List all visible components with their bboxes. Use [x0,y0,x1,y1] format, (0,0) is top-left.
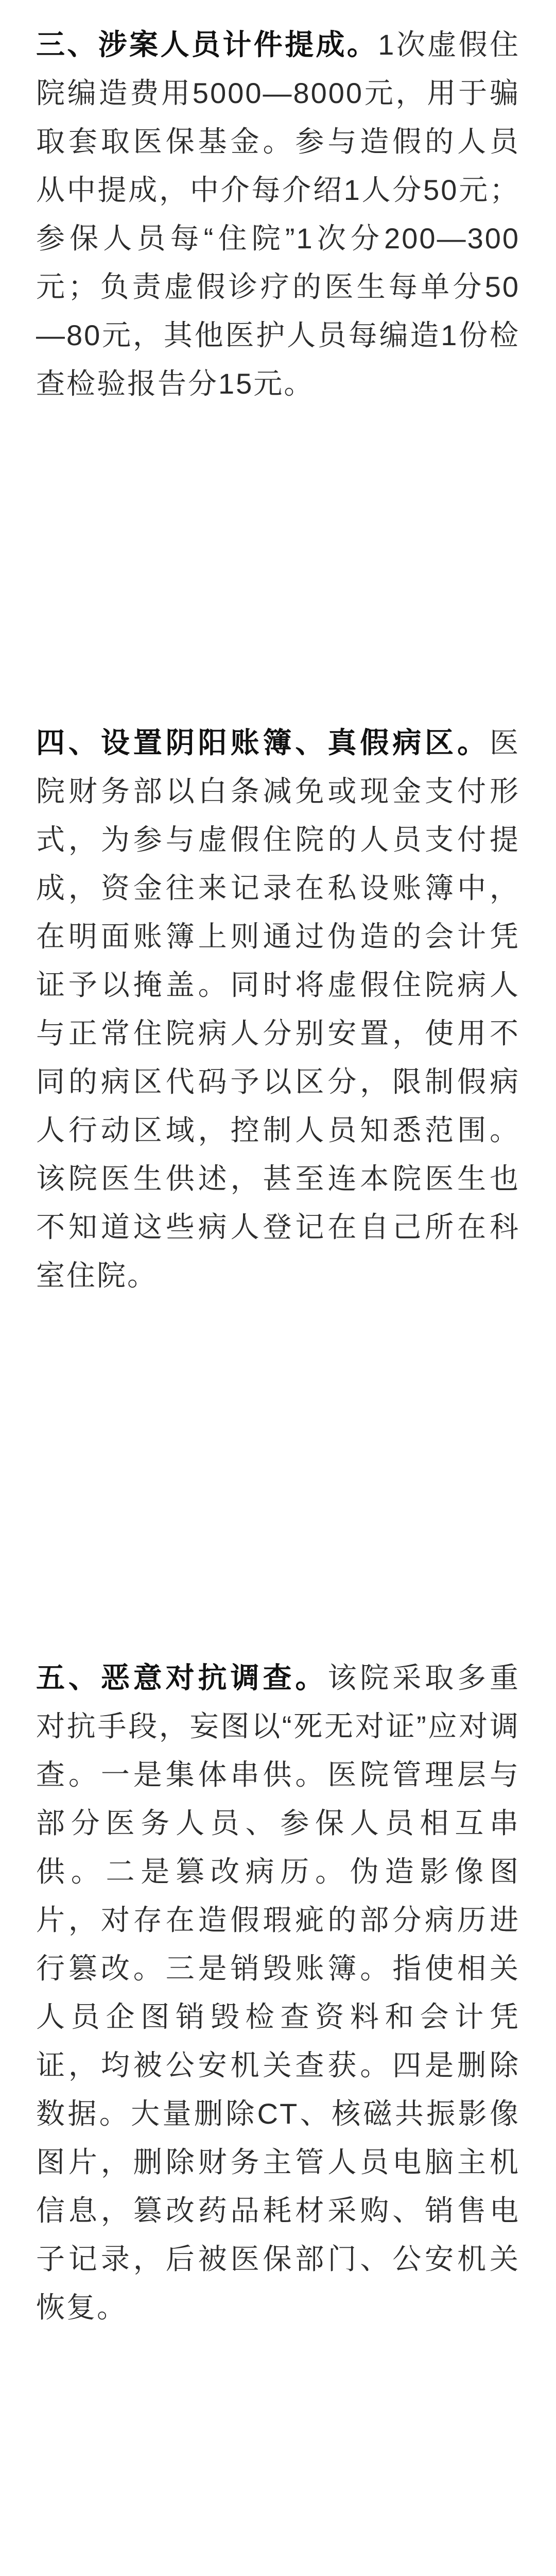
section-5-paragraph [36,1654,520,2332]
section-4-heading: 四、设置阴阳账簿、真假病区。 [36,726,490,759]
section-3 [36,21,520,408]
section-3-heading: 三、涉案人员计件提成。 [36,28,378,61]
section-5-heading: 五、恶意对抗调查。 [36,1662,328,1694]
section-5 [36,1654,520,2332]
section-5-body: 该院采取多重对抗手段，妄图以“死无对证”应对调查。一是集体串供。医院管理层与部分医务人员、参保人员相互串供。二是篡改病历。伪造影像图片，对存在造假瑕疵的部分病历进行篡改。三是销毁账簿。指使相关人员企图销毁检查资料和会计凭证，均被公安机关查获。四是删除数据。大量删除CT、核磁共振影像图片，删除财务主管人员电脑主机信息，篡改药品耗材采购、销售电子记录，后被医保部门、公安机关恢复。 [36,1662,520,2324]
section-3-paragraph [36,21,520,408]
section-4-body: 医院财务部以白条减免或现金支付形式，为参与虚假住院的人员支付提成，资金往来记录在私设账簿中，在明面账簿上则通过伪造的会计凭证予以掩盖。同时将虚假住院病人与正常住院病人分别安置，使用不同的病区代码予以区分，限制假病人行动区域，控制人员知悉范围。该院医生供述，甚至连本院医生也不知道这些病人登记在自己所在科室住院。 [36,726,520,1292]
section-4 [36,719,520,1300]
section-4-paragraph [36,719,520,1300]
section-3-body: 1次虚假住院编造费用5000—8000元，用于骗取套取医保基金。参与造假的人员从中提成，中介每介绍1人分50元；参保人员每“住院”1次分200—300元；负责虚假诊疗的医生每单分50—80元，其他医护人员每编造1份检查检验报告分15元。 [36,28,520,400]
